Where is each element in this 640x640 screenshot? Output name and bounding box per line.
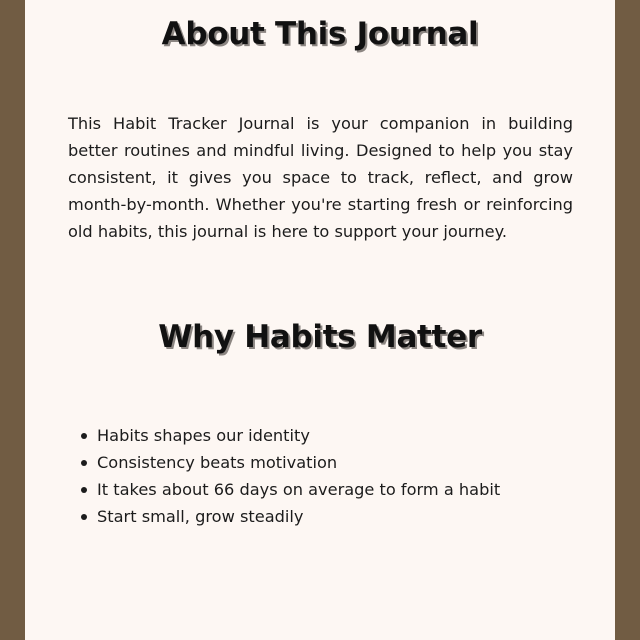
- bullet-icon: [81, 460, 87, 466]
- list-item-text: It takes about 66 days on average to form a habit: [97, 480, 501, 499]
- list-item: [97, 503, 500, 530]
- bullet-icon: [81, 514, 87, 520]
- bullet-icon: [81, 433, 87, 439]
- habits-list: [97, 422, 500, 530]
- list-item: [97, 476, 500, 503]
- list-item-text: Consistency beats motivation: [97, 453, 338, 472]
- list-item-text: Habits shapes our identity: [97, 426, 310, 445]
- about-paragraph: This Habit Tracker Journal is your companion in building better routines and mindful living. Designed to help you stay consistent, it gives you space to track, reflect, and grow month-by-month. Whether you're starting fresh or reinforcing old habits, this journal is here to support your journey.: [68, 114, 573, 241]
- why-heading: Why Habits Matter: [158, 319, 482, 355]
- list-item-text: Start small, grow steadily: [97, 507, 304, 526]
- bullet-icon: [81, 487, 87, 493]
- journal-page: [25, 0, 615, 640]
- list-item: [97, 422, 500, 449]
- list-item: [97, 449, 500, 476]
- about-heading: About This Journal: [161, 16, 479, 52]
